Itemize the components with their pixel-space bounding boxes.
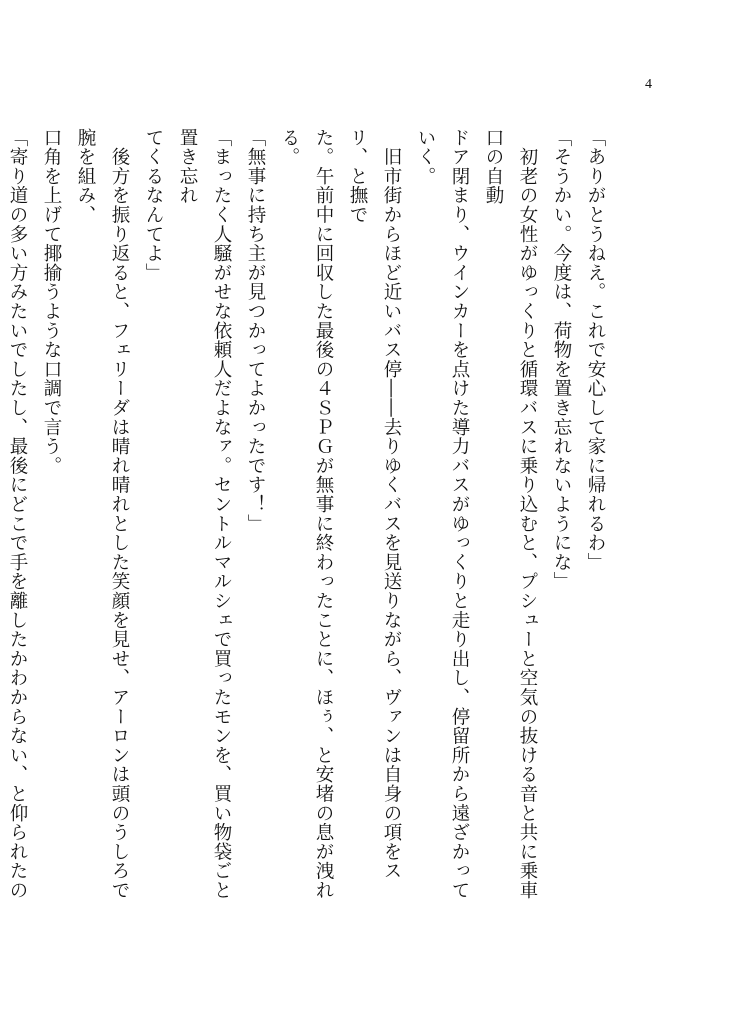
text-line: 「無事に持ち主が見つかってよかったです！」 bbox=[245, 128, 266, 534]
text-line: 口角を上げて揶揄うような口調で言う。 bbox=[41, 128, 62, 476]
text-line: 旧市街からほど近いバス停――去りゆくバスを見送りながら、ヴァンは自身の項をスリ、と撫で bbox=[347, 128, 402, 881]
text-line: 初老の女性がゆっくりと循環バスに乗り込むと、プシューと空気の抜ける音と共に乗車口の自動 bbox=[483, 128, 538, 900]
text-line: てくるなんてよ」 bbox=[143, 128, 164, 283]
text-line: 「ありがとうねえ。これで安心して家に帰れるわ」 bbox=[585, 128, 606, 572]
page-number: 4 bbox=[645, 77, 652, 92]
text-line: ドア閉まり、ウインカーを点けた導力バスがゆっくりと走り出し、停留所から遠ざかっていく。 bbox=[415, 128, 470, 900]
text-line: 「まったく人騒がせな依頼人だよなァ。セントルマルシェで買ったモンを、買い物袋ごと置き忘れ bbox=[177, 128, 232, 900]
text-line: 後方を振り返ると、フェリーダは晴れ晴れとした笑顔を見せ、アーロンは頭のうしろで腕を組み、 bbox=[75, 128, 130, 900]
text-line: 「寄り道の多い方みたいでしたし、最後にどこで手を離したかわからない、と仰られたの bbox=[7, 128, 28, 900]
text-line: た。午前中に回収した最後の４ＳＰＧが無事に終わったことに、ほぅ、と安堵の息が洩れる。 bbox=[279, 128, 334, 900]
text-line: 「そうかい。今度は、荷物を置き忘れないようにな」 bbox=[551, 128, 572, 592]
body-text bbox=[7, 128, 612, 908]
